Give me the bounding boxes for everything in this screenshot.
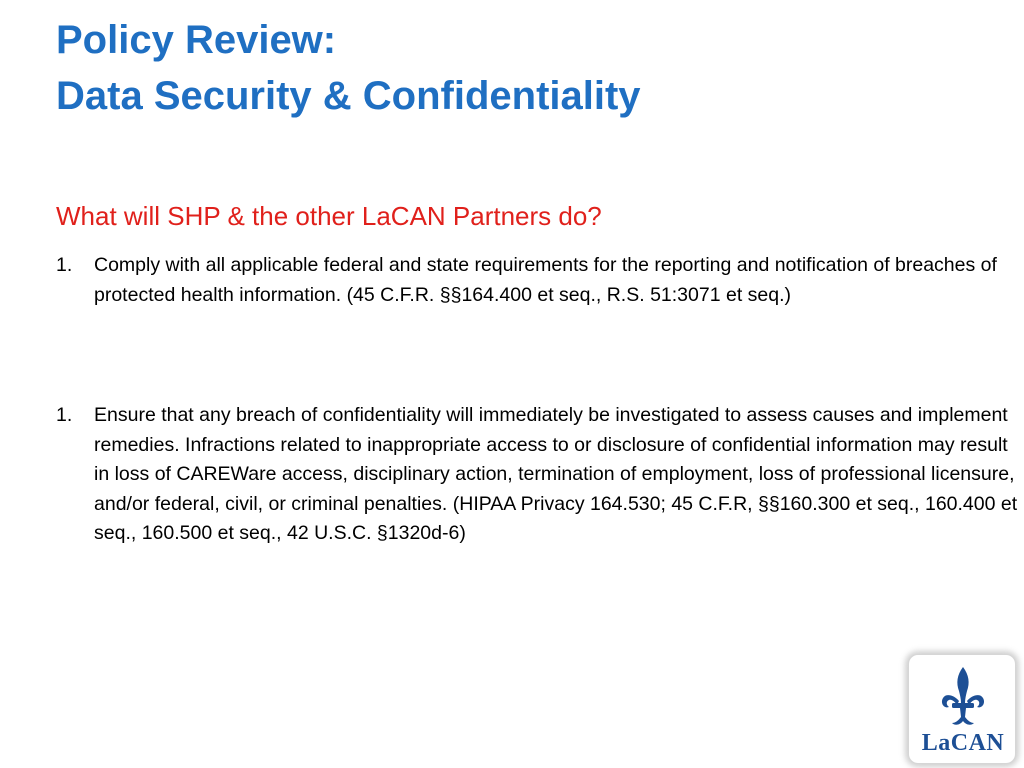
- logo-text: LaCAN: [921, 730, 1005, 756]
- slide-title: [56, 12, 641, 124]
- list-item-number: 1.: [56, 254, 73, 276]
- title-line-2: Data Security & Confidentiality: [56, 74, 641, 118]
- list-item: [56, 251, 1018, 310]
- slide-subtitle: What will SHP & the other LaCAN Partners do?: [56, 201, 602, 231]
- list-item-text: Comply with all applicable federal and state requirements for the reporting and notification of breaches of protected health information. (45 C.F.R. §§164.400 et seq., R.S. 51:3071 et seq.): [94, 254, 997, 306]
- list-item: [56, 401, 1018, 549]
- title-line-1: Policy Review:: [56, 18, 337, 62]
- list-item-text: Ensure that any breach of confidentiality will immediately be investigated to assess causes and implement remedies. Infractions related to inappropriate access to or disclosure of confidential information may result in loss of CAREWare access, disciplinary action, termination of employment, loss of professional licensure, and/or federal, civil, or criminal penalties. (HIPAA Privacy 164.530; 45 C.F.R, §§160.300 et seq., 160.400 et seq., 160.500 et seq., 42 U.S.C. §1320d-6): [94, 404, 1018, 544]
- lacan-logo: [908, 654, 1016, 764]
- list-item-number: 1.: [56, 404, 73, 426]
- fleur-de-lis-icon: [938, 665, 988, 729]
